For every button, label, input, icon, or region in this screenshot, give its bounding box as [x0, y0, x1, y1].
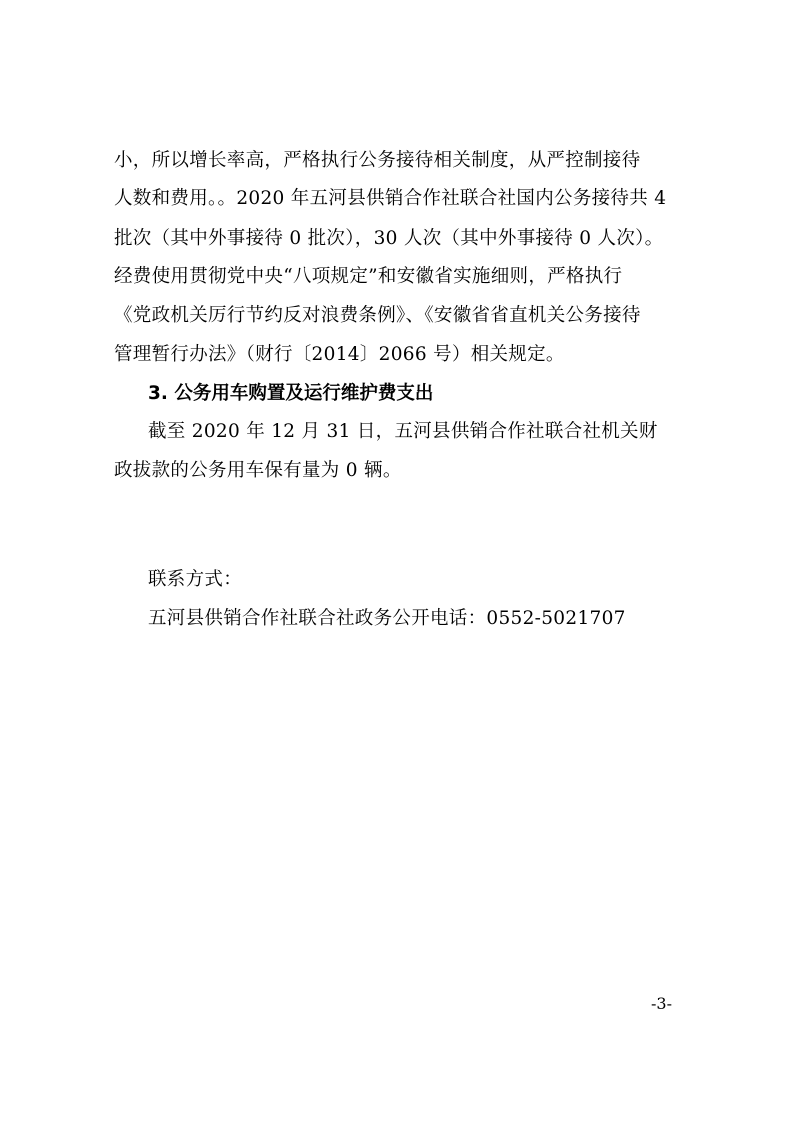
body-line: 政拔款的公务用车保有量为 0 辆。: [114, 460, 402, 481]
body-line: 小，所以增长率高，严格执行公务接待相关制度，从严控制接待: [114, 150, 641, 171]
body-line: 经费使用贯彻党中央“八项规定”和安徽省实施细则，严格执行: [114, 266, 623, 287]
body-line: 批次（其中外事接待 0 批次），30 人次（其中外事接待 0 人次）。: [114, 228, 664, 249]
contact-phone: 五河县供销合作社联合社政务公开电话：0552-5021707: [148, 608, 626, 629]
contact-label: 联系方式：: [148, 569, 243, 590]
body-line: 管理暂行办法》（财行〔2014〕2066 号）相关规定。: [114, 344, 565, 365]
page-number: -3-: [651, 994, 672, 1013]
body-line: 《党政机关厉行节约反对浪费条例》、《安徽省省直机关公务接待: [114, 305, 641, 326]
body-line: 人数和费用。。2020 年五河县供销合作社联合社国内公务接待共 4: [114, 188, 667, 209]
section-heading: 3. 公务用车购置及运行维护费支出: [148, 383, 434, 404]
body-line: 截至 2020 年 12 月 31 日，五河县供销合作社联合社机关财: [148, 421, 658, 442]
